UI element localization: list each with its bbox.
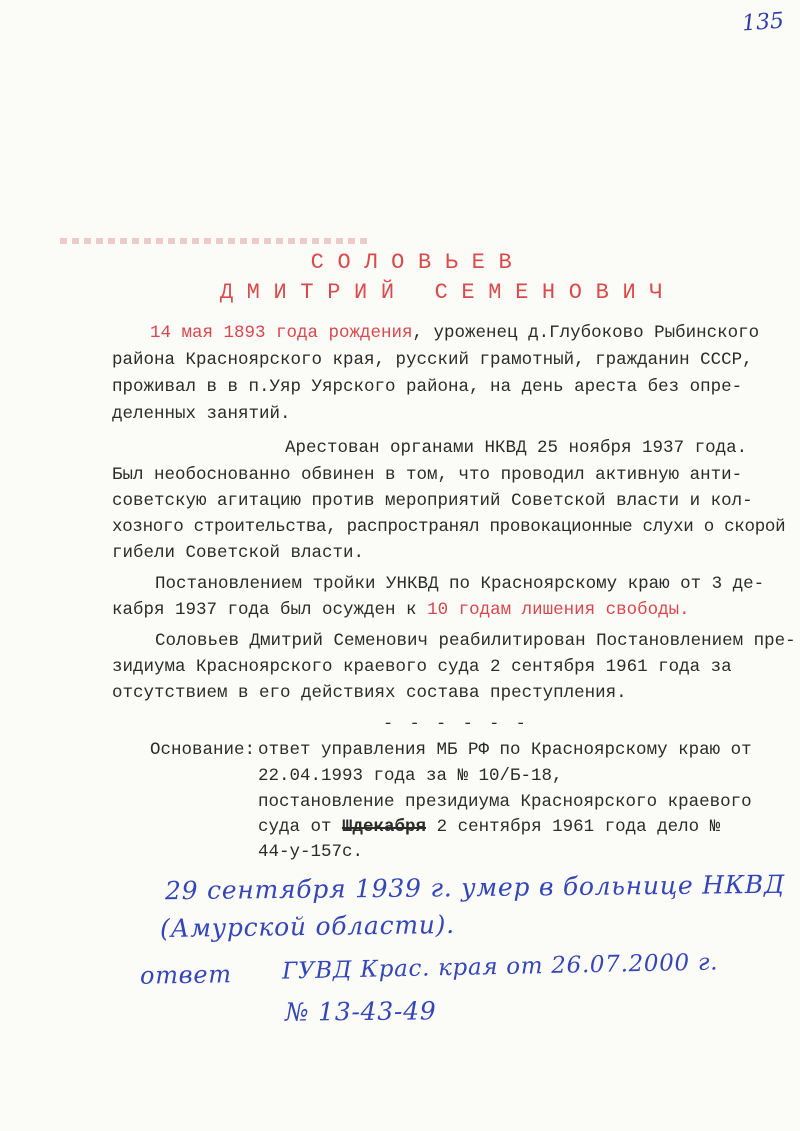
arrest-line: Арестован органами НКВД 25 ноября 1937 года. xyxy=(285,438,748,458)
basis-line-4-end: 2 сентября 1961 года дело № xyxy=(436,817,721,837)
page-number: 135 xyxy=(741,8,785,37)
bio-line-2: района Красноярского края, русский грамотный, гражданин СССР, xyxy=(112,350,753,370)
handwritten-line-2: (Амурской области). xyxy=(159,909,456,944)
rehab-line-1: Соловьев Дмитрий Семенович реабилитирован Постановлением пре- xyxy=(155,631,796,651)
birth-date: 14 мая 1893 года рождения xyxy=(150,323,413,343)
separator-dashes: - - - - - - xyxy=(383,715,529,734)
sentence-line-2 xyxy=(112,600,690,620)
sentence-term: 10 годам лишения свободы. xyxy=(427,600,690,620)
heading-surname: СОЛОВЬЕВ xyxy=(310,250,526,275)
rehab-line-3: отсутствием в его действиях состава преступления. xyxy=(112,683,627,703)
struck-out-date: Шдекабря xyxy=(342,817,427,837)
handwritten-line-1: 29 сентября 1939 г. умер в больнице НКВД xyxy=(164,869,786,906)
accusation-line-3: хозного строительства, распространял провокационные слухи о скорой xyxy=(112,517,786,537)
bio-line-4: деленных занятий. xyxy=(112,404,291,424)
handwritten-line-4: № 13-43-49 xyxy=(284,996,437,1027)
basis-line-1: ответ управления МБ РФ по Красноярскому краю от xyxy=(258,740,752,760)
handwritten-line-3b: ГУВД Крас. края от 26.07.2000 г. xyxy=(281,949,719,985)
basis-line-4-start: суда от xyxy=(258,817,332,837)
basis-line-3: постановление президиума Красноярского краевого xyxy=(258,792,752,812)
rehab-line-2: зидиума Красноярского краевого суда 2 сентября 1961 года за xyxy=(112,657,732,677)
basis-line-4 xyxy=(258,817,720,837)
bio-line-1 xyxy=(150,323,759,343)
accusation-line-1: Был необоснованно обвинен в том, что проводил активную анти- xyxy=(112,465,743,485)
handwritten-line-3a: ответ xyxy=(139,960,232,990)
bio-line-1-rest: , уроженец д.Глубоково Рыбинского xyxy=(412,323,760,343)
accusation-line-4: гибели Советской власти. xyxy=(112,543,365,563)
sentence-line-2-start: кабря 1937 года был осужден к xyxy=(112,600,428,620)
faint-rule xyxy=(60,238,370,244)
basis-label: Основание: xyxy=(150,740,256,760)
heading-given-name: ДМИТРИЙ СЕМЕНОВИЧ xyxy=(219,280,677,305)
basis-line-5: 44-у-157с. xyxy=(258,842,364,862)
basis-line-2: 22.04.1993 года за № 10/Б-18, xyxy=(258,766,563,786)
bio-line-3: проживал в в п.Уяр Уярского района, на день ареста без опре- xyxy=(112,377,743,397)
sentence-line-1: Постановлением тройки УНКВД по Красноярскому краю от 3 де- xyxy=(155,574,765,594)
accusation-line-2: советскую агитацию против мероприятий Советской власти и кол- xyxy=(112,491,753,511)
